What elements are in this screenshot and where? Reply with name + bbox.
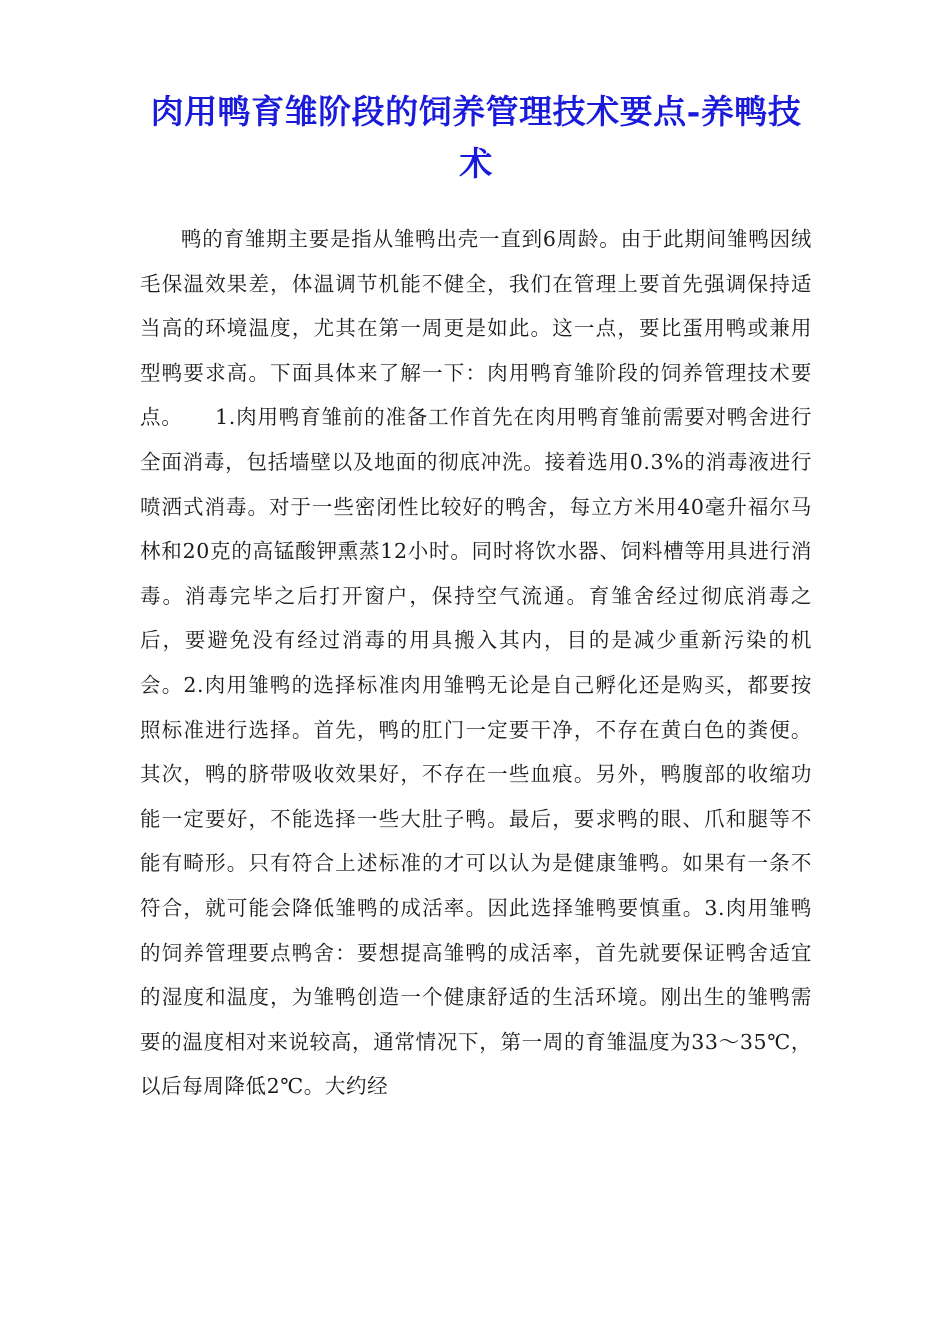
- document-title: 肉用鸭育雏阶段的饲养管理技术要点-养鸭技术: [150, 92, 802, 183]
- document-body-paragraph: 鸭的育雏期主要是指从雏鸭出壳一直到6周龄。由于此期间雏鸭因绒毛保温效果差，体温调节机能不健全，我们在管理上要首先强调保持适当高的环境温度，尤其在第一周更是如此。这一点，要比蛋用鸭或兼用型鸭要求高。下面具体来了解一下：肉用鸭育雏阶段的饲养管理技术要点。 1.肉用鸭育雏前的准备工作首先在肉用鸭育雏前需要对鸭舍进行全面消毒，包括墙壁以及地面的彻底冲洗。接着选用0.3%的消毒液进行喷洒式消毒。对于一些密闭性比较好的鸭舍，每立方米用40毫升福尔马林和20克的高锰酸钾熏蒸12小时。同时将饮水器、饲料槽等用具进行消毒。消毒完毕之后打开窗户，保持空气流通。育雏舍经过彻底消毒之后，要避免没有经过消毒的用具搬入其内，目的是减少重新污染的机会。2.肉用雏鸭的选择标准肉用雏鸭无论是自己孵化还是购买，都要按照标准进行选择。首先，鸭的肛门一定要干净，不存在黄白色的粪便。其次，鸭的脐带吸收效果好，不存在一些血痕。另外，鸭腹部的收缩功能一定要好，不能选择一些大肚子鸭。最后，要求鸭的眼、爪和腿等不能有畸形。只有符合上述标准的才可以认为是健康雏鸭。如果有一条不符合，就可能会降低雏鸭的成活率。因此选择雏鸭要慎重。3.肉用雏鸭的饲养管理要点鸭舍：要想提高雏鸭的成活率，首先就要保证鸭舍适宜的湿度和温度，为雏鸭创造一个健康舒适的生活环境。刚出生的雏鸭需要的温度相对来说较高，通常情况下，第一周的育雏温度为33～35℃，以后每周降低2℃。大约经: [140, 227, 812, 1099]
